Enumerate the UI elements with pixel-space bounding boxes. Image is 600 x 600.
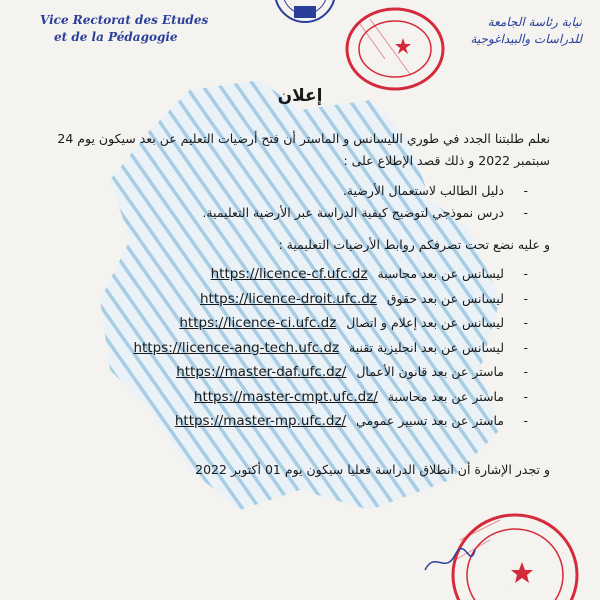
platform-link[interactable]: https://licence-ang-tech.ufc.dz <box>133 339 340 356</box>
link-label: ماستر عن بعد قانون الأعمال <box>356 364 504 379</box>
list-item <box>50 287 550 312</box>
header-arabic <box>471 14 583 48</box>
university-seal-icon <box>270 0 340 30</box>
platform-link[interactable]: https://master-cmpt.ufc.dz/ <box>193 388 378 405</box>
signature-icon <box>420 540 480 580</box>
header-french <box>40 12 208 46</box>
page-title: إعلان <box>277 86 323 106</box>
list-item <box>50 311 550 336</box>
platform-link[interactable]: https://licence-droit.ufc.dz <box>200 290 377 307</box>
bullet-list <box>50 180 550 224</box>
link-label: ليسانس عن بعد حقوق <box>386 290 504 306</box>
link-label: ليسانس عن بعد محاسبة <box>377 266 504 281</box>
platform-link[interactable]: https://licence-cf.ufc.dz <box>210 266 368 282</box>
header-fr-line1: Vice Rectorat des Etudes <box>40 13 209 27</box>
platform-link[interactable]: https://licence-ci.ufc.dz <box>179 315 337 331</box>
platform-link[interactable]: https://master-mp.ufc.dz/ <box>174 413 347 429</box>
link-label: ليسانس عن بعد إعلام و اتصال <box>346 315 504 330</box>
platform-links-list <box>50 262 550 434</box>
list-item <box>50 385 550 410</box>
link-label: ماستر عن بعد محاسبة <box>387 388 504 404</box>
header-ar-line2: للدراسات والبيداغوجية <box>470 32 582 46</box>
header-fr-line2: et de la Pédagogie <box>54 30 178 44</box>
link-label: ماستر عن بعد تسيير عمومي <box>356 413 504 428</box>
list-item <box>50 409 550 434</box>
intro-paragraph: نعلم طلبتنا الجدد في طوري الليسانس و الماستر أن فتح أرضيات التعليم عن بعد سيكون يوم 24 سبتمبر 2022 و ذلك قصد الإطلاع على : <box>57 131 550 168</box>
list-item <box>50 262 550 287</box>
links-intro: و عليه نضع تحت تصرفكم روابط الأرضيات التعليمية : <box>278 237 550 252</box>
start-date-note: و تجدر الإشارة أن انطلاق الدراسة فعليا سيكون يوم 01 أكتوبر 2022 <box>195 462 550 477</box>
list-item: - درس نموذجي لتوضيح كيفية الدراسة عبر الأرضية التعليمية. <box>50 202 550 224</box>
list-item <box>50 336 550 361</box>
list-item: - دليل الطالب لاستعمال الأرضية. <box>50 180 550 202</box>
header-ar-line1: نيابة رئاسة الجامعة <box>487 15 582 29</box>
official-stamp-icon <box>340 4 450 94</box>
list-item <box>50 360 550 385</box>
link-label: ليسانس عن بعد انجليزية تقنية <box>349 339 504 355</box>
platform-link[interactable]: https://master-daf.ufc.dz/ <box>176 364 347 380</box>
